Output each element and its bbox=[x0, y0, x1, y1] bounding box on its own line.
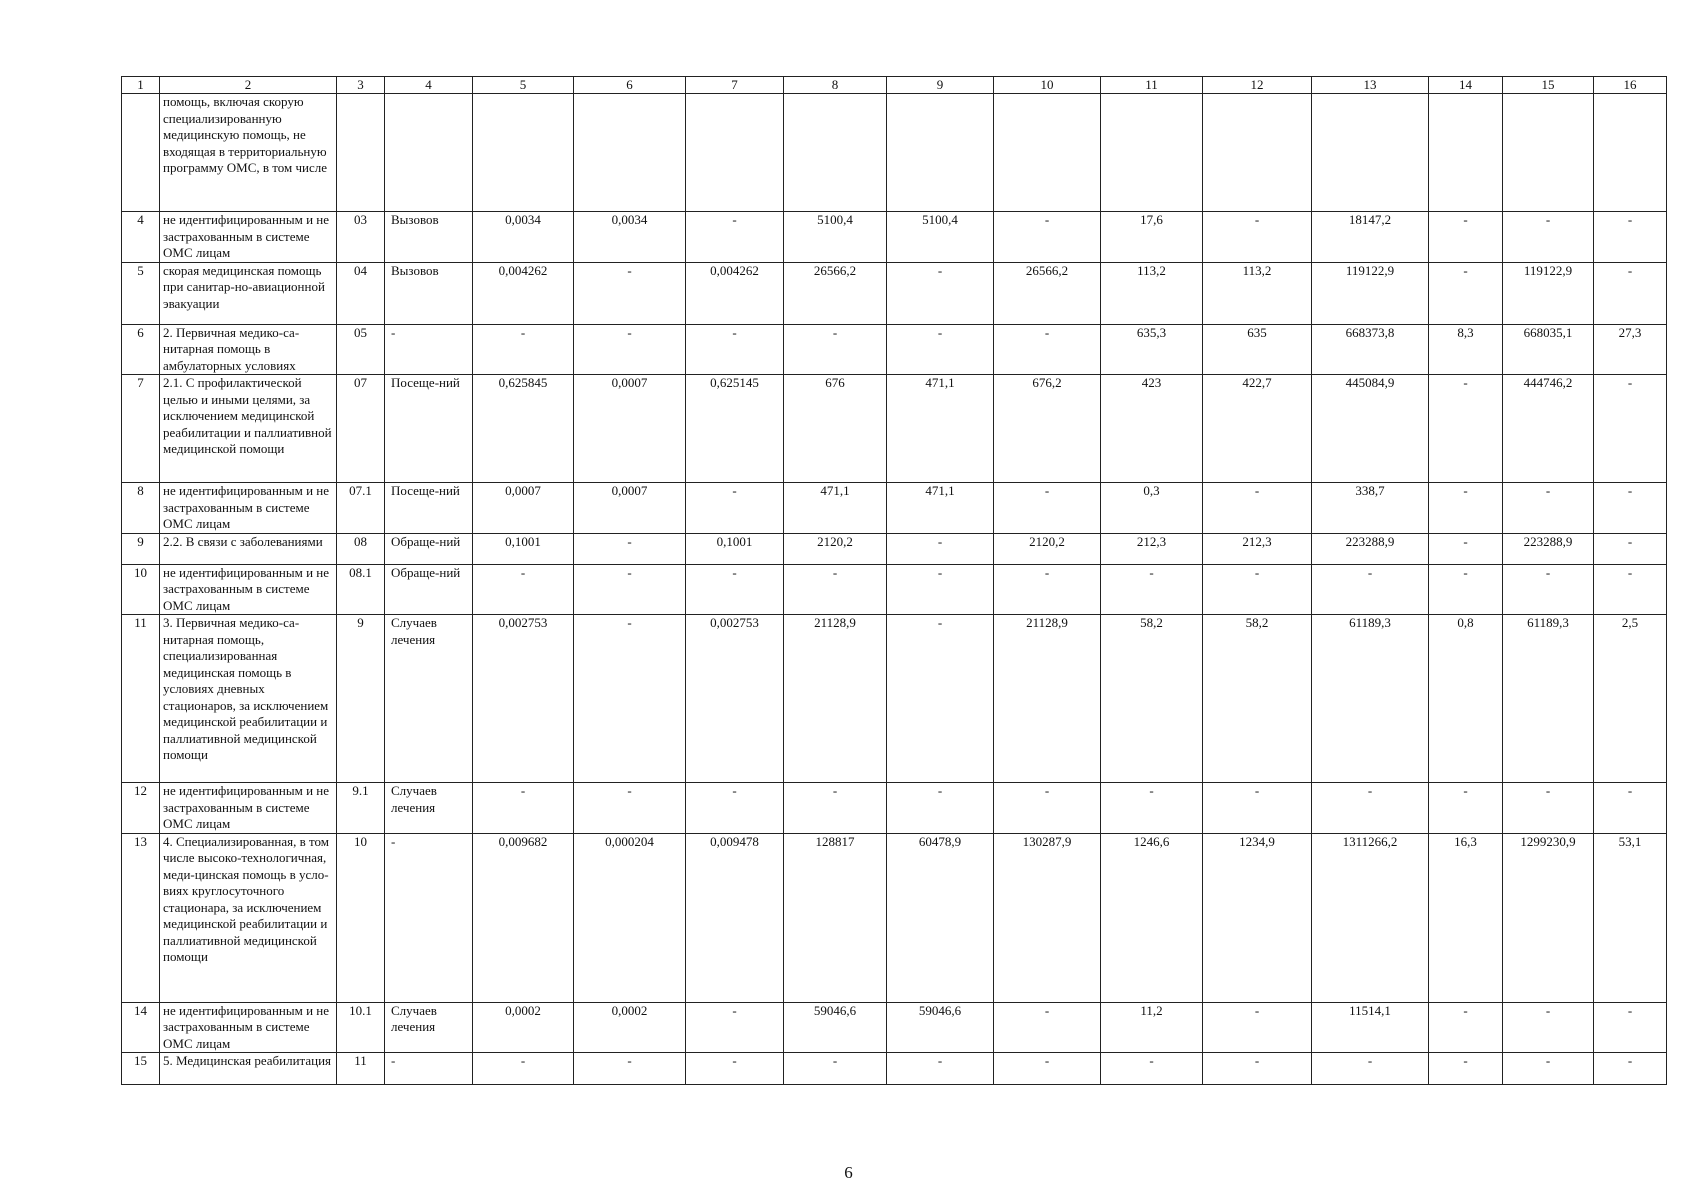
table-cell: - bbox=[574, 324, 686, 375]
table-cell: 471,1 bbox=[887, 483, 994, 534]
table-cell bbox=[1594, 94, 1667, 212]
table-cell: - bbox=[784, 324, 887, 375]
table-cell: 0,3 bbox=[1101, 483, 1203, 534]
line-code-cell: 04 bbox=[337, 262, 385, 324]
table-cell bbox=[1429, 94, 1503, 212]
table-cell: - bbox=[887, 783, 994, 834]
column-header-3: 3 bbox=[337, 77, 385, 94]
row-number-cell: 15 bbox=[122, 1053, 160, 1085]
unit-cell: - bbox=[385, 833, 473, 1002]
row-number-cell: 5 bbox=[122, 262, 160, 324]
table-cell: - bbox=[887, 262, 994, 324]
table-cell: - bbox=[994, 564, 1101, 615]
table-cell: 0,0034 bbox=[473, 212, 574, 263]
table-cell: 668373,8 bbox=[1312, 324, 1429, 375]
unit-cell: Случаев лечения bbox=[385, 1002, 473, 1053]
table-cell: - bbox=[1429, 375, 1503, 483]
table-cell: 0,0034 bbox=[574, 212, 686, 263]
table-cell bbox=[574, 94, 686, 212]
unit-cell: - bbox=[385, 1053, 473, 1085]
table-cell: - bbox=[473, 783, 574, 834]
row-number-cell: 4 bbox=[122, 212, 160, 263]
row-number-cell: 14 bbox=[122, 1002, 160, 1053]
table-cell: 223288,9 bbox=[1503, 533, 1594, 564]
line-code-cell: 07.1 bbox=[337, 483, 385, 534]
table-cell: - bbox=[1594, 1053, 1667, 1085]
table-cell: - bbox=[1203, 212, 1312, 263]
line-code-cell: 07 bbox=[337, 375, 385, 483]
table-cell: - bbox=[1503, 1053, 1594, 1085]
indicator-name-cell: не идентифицированным и не застрахованным в системе ОМС лицам bbox=[160, 1002, 337, 1053]
table-cell: - bbox=[1429, 564, 1503, 615]
column-header-4: 4 bbox=[385, 77, 473, 94]
indicator-name-cell: помощь, включая скорую специализированную медицинскую помощь, не входящая в территориальную программу ОМС, в том числе bbox=[160, 94, 337, 212]
table-cell: 59046,6 bbox=[784, 1002, 887, 1053]
column-header-16: 16 bbox=[1594, 77, 1667, 94]
table-row bbox=[122, 262, 1667, 324]
table-cell: - bbox=[574, 564, 686, 615]
table-cell: 0,8 bbox=[1429, 615, 1503, 783]
table-cell: 0,1001 bbox=[686, 533, 784, 564]
table-cell: - bbox=[1594, 262, 1667, 324]
table-cell: - bbox=[887, 533, 994, 564]
column-header-9: 9 bbox=[887, 77, 994, 94]
table-cell: - bbox=[473, 324, 574, 375]
table-cell: 0,002753 bbox=[686, 615, 784, 783]
table-cell: - bbox=[1429, 533, 1503, 564]
table-cell: 422,7 bbox=[1203, 375, 1312, 483]
page-number: 6 bbox=[844, 1163, 853, 1182]
table-cell: 0,009682 bbox=[473, 833, 574, 1002]
column-header-12: 12 bbox=[1203, 77, 1312, 94]
table-cell: - bbox=[1594, 783, 1667, 834]
table-cell: 119122,9 bbox=[1503, 262, 1594, 324]
table-cell: - bbox=[1429, 1053, 1503, 1085]
column-header-10: 10 bbox=[994, 77, 1101, 94]
column-header-13: 13 bbox=[1312, 77, 1429, 94]
table-cell: - bbox=[686, 1002, 784, 1053]
table-cell: 2120,2 bbox=[784, 533, 887, 564]
table-row bbox=[122, 483, 1667, 534]
indicator-name-cell: не идентифицированным и не застрахованным в системе ОМС лицам bbox=[160, 212, 337, 263]
table-cell: - bbox=[1503, 1002, 1594, 1053]
table-cell: - bbox=[1594, 1002, 1667, 1053]
indicator-name-cell: не идентифицированным и не застрахованным в системе ОМС лицам bbox=[160, 483, 337, 534]
column-header-5: 5 bbox=[473, 77, 574, 94]
table-cell: 18147,2 bbox=[1312, 212, 1429, 263]
table-cell: 0,625145 bbox=[686, 375, 784, 483]
table-cell: 1299230,9 bbox=[1503, 833, 1594, 1002]
table-cell: 676,2 bbox=[994, 375, 1101, 483]
table-cell: 0,009478 bbox=[686, 833, 784, 1002]
table-cell: 2120,2 bbox=[994, 533, 1101, 564]
table-cell: 635 bbox=[1203, 324, 1312, 375]
table-cell: - bbox=[1203, 783, 1312, 834]
table-cell: - bbox=[1101, 1053, 1203, 1085]
line-code-cell: 9 bbox=[337, 615, 385, 783]
column-header-2: 2 bbox=[160, 77, 337, 94]
row-number-cell: 7 bbox=[122, 375, 160, 483]
table-cell: 11514,1 bbox=[1312, 1002, 1429, 1053]
table-row bbox=[122, 94, 1667, 212]
indicator-name-cell: не идентифицированным и не застрахованным в системе ОМС лицам bbox=[160, 564, 337, 615]
table-cell: 444746,2 bbox=[1503, 375, 1594, 483]
column-header-1: 1 bbox=[122, 77, 160, 94]
table-cell: - bbox=[574, 262, 686, 324]
table-cell: - bbox=[686, 324, 784, 375]
table-cell: 471,1 bbox=[887, 375, 994, 483]
table-cell: - bbox=[1101, 564, 1203, 615]
table-cell: - bbox=[1203, 483, 1312, 534]
unit-cell: Обраще-ний bbox=[385, 564, 473, 615]
table-header-row bbox=[122, 77, 1667, 94]
unit-cell: Случаев лечения bbox=[385, 615, 473, 783]
column-header-15: 15 bbox=[1503, 77, 1594, 94]
table-cell: 0,004262 bbox=[473, 262, 574, 324]
unit-cell: Посеще-ний bbox=[385, 483, 473, 534]
table-cell: 17,6 bbox=[1101, 212, 1203, 263]
table-cell: - bbox=[1503, 564, 1594, 615]
table-cell: - bbox=[994, 1002, 1101, 1053]
table-cell: 668035,1 bbox=[1503, 324, 1594, 375]
row-number-cell: 13 bbox=[122, 833, 160, 1002]
table-cell: 0,625845 bbox=[473, 375, 574, 483]
table-cell: - bbox=[1594, 483, 1667, 534]
table-cell: 635,3 bbox=[1101, 324, 1203, 375]
table-cell: - bbox=[574, 615, 686, 783]
table-cell: - bbox=[887, 1053, 994, 1085]
table-cell: - bbox=[1203, 1002, 1312, 1053]
table-cell: 0,004262 bbox=[686, 262, 784, 324]
table-row bbox=[122, 533, 1667, 564]
table-cell: - bbox=[1429, 483, 1503, 534]
row-number-cell: 6 bbox=[122, 324, 160, 375]
table-cell bbox=[1312, 94, 1429, 212]
table-cell: - bbox=[574, 783, 686, 834]
table-cell: 27,3 bbox=[1594, 324, 1667, 375]
table-cell: 1311266,2 bbox=[1312, 833, 1429, 1002]
table-cell: 128817 bbox=[784, 833, 887, 1002]
table-cell bbox=[473, 94, 574, 212]
table-cell: - bbox=[784, 564, 887, 615]
table-cell: - bbox=[1429, 1002, 1503, 1053]
table-cell: - bbox=[574, 1053, 686, 1085]
table-cell: 21128,9 bbox=[994, 615, 1101, 783]
table-row bbox=[122, 783, 1667, 834]
table-row bbox=[122, 564, 1667, 615]
table-row bbox=[122, 324, 1667, 375]
column-header-11: 11 bbox=[1101, 77, 1203, 94]
table-cell: 113,2 bbox=[1203, 262, 1312, 324]
column-header-6: 6 bbox=[574, 77, 686, 94]
table-cell: 0,0002 bbox=[473, 1002, 574, 1053]
table-cell: - bbox=[686, 212, 784, 263]
table-cell: - bbox=[1503, 483, 1594, 534]
table-cell: 1246,6 bbox=[1101, 833, 1203, 1002]
row-number-cell: 9 bbox=[122, 533, 160, 564]
table-row bbox=[122, 212, 1667, 263]
table-cell: 5100,4 bbox=[887, 212, 994, 263]
table-cell: - bbox=[887, 324, 994, 375]
table-cell: - bbox=[887, 564, 994, 615]
table-cell: 113,2 bbox=[1101, 262, 1203, 324]
line-code-cell: 10.1 bbox=[337, 1002, 385, 1053]
table-cell: - bbox=[473, 564, 574, 615]
table-cell: - bbox=[1312, 783, 1429, 834]
table-cell: 53,1 bbox=[1594, 833, 1667, 1002]
table-cell: - bbox=[574, 533, 686, 564]
row-number-cell: 8 bbox=[122, 483, 160, 534]
table-cell: - bbox=[887, 615, 994, 783]
table-cell: - bbox=[473, 1053, 574, 1085]
table-cell: 445084,9 bbox=[1312, 375, 1429, 483]
unit-cell: Посеще-ний bbox=[385, 375, 473, 483]
table-cell: 58,2 bbox=[1203, 615, 1312, 783]
table-cell: 8,3 bbox=[1429, 324, 1503, 375]
line-code-cell: 08.1 bbox=[337, 564, 385, 615]
table-cell: 0,000204 bbox=[574, 833, 686, 1002]
unit-cell bbox=[385, 94, 473, 212]
unit-cell: Вызовов bbox=[385, 262, 473, 324]
table-cell: 0,002753 bbox=[473, 615, 574, 783]
row-number-cell bbox=[122, 94, 160, 212]
row-number-cell: 12 bbox=[122, 783, 160, 834]
table-cell: - bbox=[1594, 564, 1667, 615]
table-cell: 16,3 bbox=[1429, 833, 1503, 1002]
table-cell bbox=[994, 94, 1101, 212]
table-row bbox=[122, 833, 1667, 1002]
table-cell: 223288,9 bbox=[1312, 533, 1429, 564]
table-cell: 2,5 bbox=[1594, 615, 1667, 783]
table-cell: 11,2 bbox=[1101, 1002, 1203, 1053]
table-cell: - bbox=[994, 1053, 1101, 1085]
indicator-name-cell: 5. Медицинская реабилитация bbox=[160, 1053, 337, 1085]
table-cell bbox=[1203, 94, 1312, 212]
table-cell bbox=[1503, 94, 1594, 212]
table-cell: 212,3 bbox=[1203, 533, 1312, 564]
table-cell: - bbox=[1429, 783, 1503, 834]
line-code-cell: 05 bbox=[337, 324, 385, 375]
table-cell: 61189,3 bbox=[1503, 615, 1594, 783]
table-cell: - bbox=[784, 783, 887, 834]
indicator-name-cell: 2. Первичная медико-са-нитарная помощь в амбулаторных условиях bbox=[160, 324, 337, 375]
table-cell: - bbox=[1312, 564, 1429, 615]
table-cell bbox=[887, 94, 994, 212]
table-cell: 471,1 bbox=[784, 483, 887, 534]
table-cell: - bbox=[994, 783, 1101, 834]
unit-cell: Случаев лечения bbox=[385, 783, 473, 834]
table-cell: - bbox=[1503, 212, 1594, 263]
table-cell bbox=[686, 94, 784, 212]
table-cell: - bbox=[994, 324, 1101, 375]
table-row bbox=[122, 1053, 1667, 1085]
table-cell: 119122,9 bbox=[1312, 262, 1429, 324]
unit-cell: Обраще-ний bbox=[385, 533, 473, 564]
table-cell: 0,0002 bbox=[574, 1002, 686, 1053]
column-header-7: 7 bbox=[686, 77, 784, 94]
column-header-14: 14 bbox=[1429, 77, 1503, 94]
line-code-cell: 9.1 bbox=[337, 783, 385, 834]
table-cell: 0,1001 bbox=[473, 533, 574, 564]
line-code-cell: 11 bbox=[337, 1053, 385, 1085]
line-code-cell bbox=[337, 94, 385, 212]
table-cell: 0,0007 bbox=[574, 375, 686, 483]
table-cell: 338,7 bbox=[1312, 483, 1429, 534]
table-cell: 60478,9 bbox=[887, 833, 994, 1002]
indicator-name-cell: 4. Специализированная, в том числе высоко-технологичная, меди-цинская помощь в усло-виях круглосуточного стационара, за исключением медицинской реабилитации и паллиативной медицинской помощи bbox=[160, 833, 337, 1002]
table-cell: 0,0007 bbox=[473, 483, 574, 534]
table-cell: 1234,9 bbox=[1203, 833, 1312, 1002]
table-cell: - bbox=[1429, 212, 1503, 263]
table-cell: - bbox=[1429, 262, 1503, 324]
table-cell: - bbox=[1503, 783, 1594, 834]
table-cell: - bbox=[686, 1053, 784, 1085]
line-code-cell: 03 bbox=[337, 212, 385, 263]
table-cell: - bbox=[784, 1053, 887, 1085]
table-row bbox=[122, 1002, 1667, 1053]
table-cell: - bbox=[686, 564, 784, 615]
table-cell: 212,3 bbox=[1101, 533, 1203, 564]
indicator-name-cell: 2.1. С профилактической целью и иными целями, за исключением медицинской реабилитации и паллиативной медицинской помощи bbox=[160, 375, 337, 483]
table-cell: - bbox=[994, 212, 1101, 263]
table-cell: 61189,3 bbox=[1312, 615, 1429, 783]
table-cell: 21128,9 bbox=[784, 615, 887, 783]
indicator-name-cell: 2.2. В связи с заболеваниями bbox=[160, 533, 337, 564]
table-cell: 423 bbox=[1101, 375, 1203, 483]
indicator-name-cell: не идентифицированным и не застрахованным в системе ОМС лицам bbox=[160, 783, 337, 834]
indicator-name-cell: 3. Первичная медико-са-нитарная помощь, специализированная медицинская помощь в условиях дневных стационаров, за исключением медицинской реабилитации и паллиативной медицинской помощи bbox=[160, 615, 337, 783]
row-number-cell: 10 bbox=[122, 564, 160, 615]
table-cell: - bbox=[686, 483, 784, 534]
table-cell: - bbox=[994, 483, 1101, 534]
unit-cell: Вызовов bbox=[385, 212, 473, 263]
table-cell: 26566,2 bbox=[994, 262, 1101, 324]
table-cell: - bbox=[1594, 375, 1667, 483]
table-cell: - bbox=[1594, 212, 1667, 263]
table-cell: 5100,4 bbox=[784, 212, 887, 263]
table-cell bbox=[1101, 94, 1203, 212]
table-row bbox=[122, 375, 1667, 483]
table-row bbox=[122, 615, 1667, 783]
line-code-cell: 08 bbox=[337, 533, 385, 564]
row-number-cell: 11 bbox=[122, 615, 160, 783]
table-body bbox=[122, 94, 1667, 1085]
table-cell: - bbox=[1312, 1053, 1429, 1085]
line-code-cell: 10 bbox=[337, 833, 385, 1002]
indicator-name-cell: скорая медицинская помощь при санитар-но-авиационной эвакуации bbox=[160, 262, 337, 324]
table-cell: 0,0007 bbox=[574, 483, 686, 534]
table-cell: 26566,2 bbox=[784, 262, 887, 324]
table-cell bbox=[784, 94, 887, 212]
table-cell: 58,2 bbox=[1101, 615, 1203, 783]
table-cell: 59046,6 bbox=[887, 1002, 994, 1053]
data-table bbox=[121, 76, 1667, 1085]
table-cell: - bbox=[686, 783, 784, 834]
table-cell: 130287,9 bbox=[994, 833, 1101, 1002]
table-cell: - bbox=[1203, 1053, 1312, 1085]
table-cell: - bbox=[1101, 783, 1203, 834]
table-cell: - bbox=[1203, 564, 1312, 615]
column-header-8: 8 bbox=[784, 77, 887, 94]
unit-cell: - bbox=[385, 324, 473, 375]
table-cell: - bbox=[1594, 533, 1667, 564]
table-cell: 676 bbox=[784, 375, 887, 483]
